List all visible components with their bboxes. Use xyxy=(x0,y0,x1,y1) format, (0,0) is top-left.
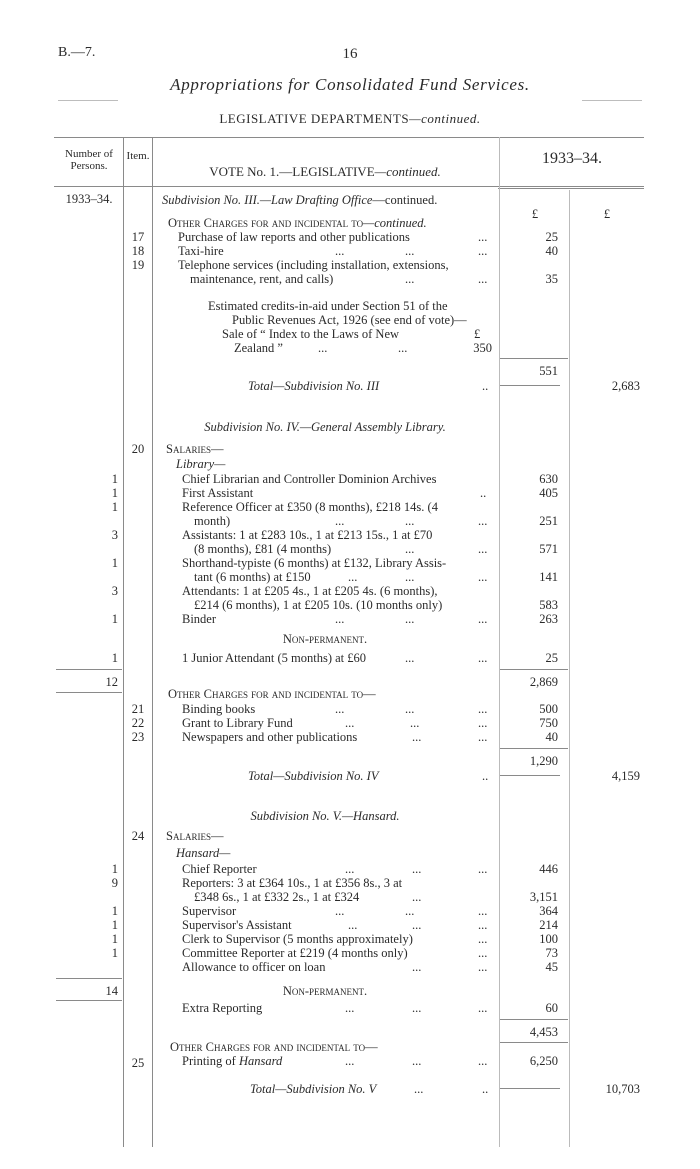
amount-value: 446 xyxy=(539,862,558,876)
leader-dots: ... xyxy=(412,890,422,904)
persons-count: 3 xyxy=(111,528,118,542)
persons-count: 9 xyxy=(111,876,118,890)
leader-dots: ... xyxy=(410,716,420,730)
subdivision-3-total: 2,683 xyxy=(611,379,640,393)
line-item-label: maintenance, rent, and calls) xyxy=(190,272,334,286)
credits-in-aid-value: 350 xyxy=(473,341,492,355)
rule-left xyxy=(58,100,118,101)
column-header-persons: Number of Persons. xyxy=(65,148,113,172)
vote-heading-continued: —continued. xyxy=(374,164,441,179)
leader-dots: ... xyxy=(478,230,488,244)
item-number: 21 xyxy=(131,702,145,716)
amount-value: 25 xyxy=(545,651,558,665)
amount-value: 251 xyxy=(539,514,558,528)
leader-dots: ... xyxy=(405,612,415,626)
line-item-label: First Assistant xyxy=(182,486,254,500)
leader-dots: ... xyxy=(478,651,488,665)
leader-dots: ... xyxy=(412,1054,422,1068)
total-rule xyxy=(500,775,560,776)
subdivision-5-total-label: Total—Subdivision No. V xyxy=(250,1082,377,1096)
leader-dots: ... xyxy=(478,946,488,960)
library-subheading: Library— xyxy=(176,457,226,471)
leader-dots: ... xyxy=(412,730,422,744)
page-title: Appropriations for Consolidated Fund Services. xyxy=(170,75,530,94)
leader-dots: ... xyxy=(405,904,415,918)
leader-dots: ... xyxy=(335,244,345,258)
line-item-label: Newspapers and other publications xyxy=(182,730,358,744)
sum-rule xyxy=(56,1000,122,1001)
line-item-label: Purchase of law reports and other publications xyxy=(178,230,410,244)
leader-dots: ... xyxy=(345,1054,355,1068)
leader-dots: ... xyxy=(335,612,345,626)
section-heading xyxy=(150,111,550,127)
line-item-label: Clerk to Supervisor (5 months approximately) xyxy=(182,932,413,946)
sub3-other-charges-label: Other Charges for and incidental to xyxy=(168,216,364,230)
other-charges-total: 1,290 xyxy=(529,754,558,768)
persons-count: 1 xyxy=(111,651,118,665)
line-item-label: (8 months), £81 (4 months) xyxy=(194,542,332,556)
leader-dots: ... xyxy=(335,702,345,716)
leader-dots: ... xyxy=(478,862,488,876)
column-header-item: Item. xyxy=(126,150,150,162)
leader-dots: ... xyxy=(478,272,488,286)
amount-value: 40 xyxy=(545,730,558,744)
persons-count: 1 xyxy=(111,946,118,960)
persons-count: 1 xyxy=(111,904,118,918)
total-rule xyxy=(500,385,560,386)
persons-count: 1 xyxy=(111,862,118,876)
line-item-label: Taxi-hire xyxy=(178,244,224,258)
leader-dots: .. xyxy=(482,379,489,393)
leader-dots: ... xyxy=(478,1001,488,1015)
line-item-label: Reference Officer at £350 (8 months), £218 14s. (4 xyxy=(182,500,438,514)
amount-value: 571 xyxy=(539,542,558,556)
leader-dots: ... xyxy=(478,1054,488,1068)
leader-dots: ... xyxy=(405,570,415,584)
persons-count: 1 xyxy=(111,612,118,626)
leader-dots: ... xyxy=(478,960,488,974)
sub3-other-charges-continued: —continued. xyxy=(363,216,427,230)
line-item-label: Binding books xyxy=(182,702,256,716)
amount-value: 45 xyxy=(545,960,558,974)
item-number: 25 xyxy=(131,1056,145,1070)
leader-dots: ... xyxy=(478,730,488,744)
subdivision-5-heading: Subdivision No. V.—Hansard. xyxy=(250,809,400,823)
amount-value: 73 xyxy=(545,946,558,960)
non-permanent-heading: Non-permanent. xyxy=(282,984,368,998)
amount-value: 263 xyxy=(539,612,558,626)
amount-value: 40 xyxy=(545,244,558,258)
leader-dots: ... xyxy=(318,341,328,355)
salaries-total: 4,453 xyxy=(529,1025,558,1039)
salaries-total: 2,869 xyxy=(529,675,558,689)
subdivision-4-heading: Subdivision No. IV.—General Assembly Library. xyxy=(204,420,446,434)
line-item-label: Committee Reporter at £219 (4 months only) xyxy=(182,946,408,960)
persons-count: 1 xyxy=(111,500,118,514)
leader-dots: ... xyxy=(478,702,488,716)
report-reference: B.—7. xyxy=(58,45,96,60)
line-item-label: Reporters: 3 at £364 10s., 1 at £356 8s., 3 at xyxy=(182,876,403,890)
amount-value: 3,151 xyxy=(529,890,558,904)
amount-value: 500 xyxy=(539,702,558,716)
line-item-label: Supervisor's Assistant xyxy=(182,918,292,932)
credits-in-aid-note: Estimated credits-in-aid under Section 51 of the xyxy=(208,299,448,313)
amount-value: 25 xyxy=(545,230,558,244)
line-item-label: Telephone services (including installation, extensions, xyxy=(178,258,449,272)
leader-dots: ... xyxy=(335,904,345,918)
sub4-other-charges-heading: Other Charges for and incidental to— xyxy=(168,687,376,701)
subdivision-4-total: 4,159 xyxy=(611,769,640,783)
sum-rule xyxy=(500,1019,568,1020)
amount-value: 214 xyxy=(539,918,558,932)
subdivision-3-heading-title: Subdivision No. III.—Law Drafting Office xyxy=(162,193,373,207)
persons-count: 3 xyxy=(111,584,118,598)
leader-dots: .. xyxy=(482,1082,489,1096)
hansard-title: Hansard xyxy=(238,1054,283,1068)
line-item-label: Binder xyxy=(182,612,217,626)
sum-rule xyxy=(500,748,568,749)
salaries-heading: Salaries— xyxy=(166,829,224,843)
vote-heading xyxy=(160,164,490,180)
subdivision-3-total-label: Total—Subdivision No. III xyxy=(248,379,380,393)
amount-value: 6,250 xyxy=(529,1054,558,1068)
leader-dots: ... xyxy=(405,272,415,286)
amount-column-divider xyxy=(499,137,500,1147)
section-heading-main: LEGISLATIVE DEPARTMENTS xyxy=(219,111,410,126)
leader-dots: .. xyxy=(480,486,487,500)
line-item-label: Grant to Library Fund xyxy=(182,716,293,730)
leader-dots: ... xyxy=(405,651,415,665)
leader-dots: ... xyxy=(478,716,488,730)
sum-rule xyxy=(56,692,122,693)
item-number: 20 xyxy=(131,442,145,456)
subdivision-4-total-label: Total—Subdivision No. IV xyxy=(248,769,379,783)
subdivision-3-heading xyxy=(162,193,437,207)
column-header-pound-1: £ xyxy=(531,207,539,221)
item-number: 23 xyxy=(131,730,145,744)
amount-value: 141 xyxy=(539,570,558,584)
money-header-rule xyxy=(498,188,644,189)
line-item-label: Extra Reporting xyxy=(182,1001,263,1015)
item-column-divider xyxy=(152,137,153,1147)
line-item-label: 1 Junior Attendant (5 months) at £60 xyxy=(182,651,367,665)
subtotal-value: 551 xyxy=(539,364,558,378)
line-item-label: £348 6s., 1 at £332 2s., 1 at £324 xyxy=(194,890,360,904)
line-item-label: Shorthand-typiste (6 months) at £132, Library Assis- xyxy=(182,556,447,570)
line-item-label: month) xyxy=(194,514,231,528)
non-permanent-heading: Non-permanent. xyxy=(282,632,368,646)
amount-value: 750 xyxy=(539,716,558,730)
line-item-label: Chief Librarian and Controller Dominion Archives xyxy=(182,472,437,486)
leader-dots: ... xyxy=(405,514,415,528)
leader-dots: ... xyxy=(478,542,488,556)
credits-in-aid-currency: £ xyxy=(474,327,481,341)
amount-inner-divider xyxy=(569,190,570,1147)
line-item-label: Allowance to officer on loan xyxy=(182,960,326,974)
leader-dots: ... xyxy=(405,702,415,716)
leader-dots: ... xyxy=(478,932,488,946)
leader-dots: ... xyxy=(405,244,415,258)
printing-label: Printing of xyxy=(182,1054,239,1068)
sub3-other-charges-heading xyxy=(168,216,427,230)
credits-in-aid-note: Zealand ” xyxy=(234,341,283,355)
sum-rule xyxy=(56,978,122,979)
leader-dots: .. xyxy=(482,769,489,783)
persons-column-divider xyxy=(123,137,124,1147)
credits-in-aid-note: Public Revenues Act, 1926 (see end of vote)— xyxy=(232,313,467,327)
line-item-label: £214 (6 months), 1 at £205 10s. (10 months only) xyxy=(194,598,443,612)
total-rule xyxy=(500,1088,560,1089)
amount-value: 405 xyxy=(539,486,558,500)
persons-total: 14 xyxy=(105,984,118,998)
amount-value: 364 xyxy=(539,904,558,918)
column-header-pound-2: £ xyxy=(603,207,611,221)
amount-value: 35 xyxy=(545,272,558,286)
leader-dots: ... xyxy=(345,1001,355,1015)
leader-dots: ... xyxy=(478,514,488,528)
line-item-label: Attendants: 1 at £205 4s., 1 at £205 4s. (6 months), xyxy=(182,584,438,598)
line-item-label: Supervisor xyxy=(182,904,237,918)
subdivision-5-total: 10,703 xyxy=(605,1082,640,1096)
item-number: 24 xyxy=(131,829,145,843)
line-item-label: Chief Reporter xyxy=(182,862,257,876)
item-number: 22 xyxy=(131,716,145,730)
page-number: 16 xyxy=(342,46,358,62)
amount-value: 630 xyxy=(539,472,558,486)
leader-dots: ... xyxy=(405,542,415,556)
persons-count: 1 xyxy=(111,556,118,570)
persons-count: 1 xyxy=(111,472,118,486)
persons-count: 1 xyxy=(111,918,118,932)
persons-year-label: 1933–34. xyxy=(65,192,113,206)
item-number: 19 xyxy=(131,258,145,272)
table-top-rule xyxy=(54,137,644,138)
sum-rule xyxy=(500,358,568,359)
leader-dots: ... xyxy=(348,570,358,584)
leader-dots: ... xyxy=(335,514,345,528)
amount-value: 60 xyxy=(545,1001,558,1015)
persons-count: 1 xyxy=(111,932,118,946)
persons-total: 12 xyxy=(105,675,118,689)
leader-dots: ... xyxy=(478,570,488,584)
sum-rule xyxy=(500,1042,568,1043)
leader-dots: ... xyxy=(345,862,355,876)
persons-count: 1 xyxy=(111,486,118,500)
vote-heading-main: VOTE No. 1.—LEGISLATIVE xyxy=(209,164,375,179)
item-number: 17 xyxy=(131,230,145,244)
leader-dots: ... xyxy=(412,1001,422,1015)
sub5-other-charges-heading: Other Charges for and incidental to— xyxy=(170,1040,378,1054)
leader-dots: ... xyxy=(412,918,422,932)
sum-rule xyxy=(500,669,568,670)
hansard-subheading: Hansard— xyxy=(176,846,231,860)
section-heading-continued: —continued. xyxy=(409,111,481,126)
leader-dots: ... xyxy=(412,960,422,974)
leader-dots: ... xyxy=(348,918,358,932)
table-header-rule xyxy=(54,186,644,187)
rule-right xyxy=(582,100,642,101)
amount-value: 100 xyxy=(539,932,558,946)
leader-dots: ... xyxy=(478,612,488,626)
line-item-label: Assistants: 1 at £283 10s., 1 at £213 15s., 1 at £70 xyxy=(182,528,433,542)
credits-in-aid-note: Sale of “ Index to the Laws of New xyxy=(222,327,400,341)
item-number: 18 xyxy=(131,244,145,258)
amount-value: 583 xyxy=(539,598,558,612)
line-item-label xyxy=(182,1054,282,1068)
leader-dots: ... xyxy=(398,341,408,355)
subdivision-3-heading-continued: —continued. xyxy=(372,193,438,207)
sum-rule xyxy=(56,669,122,670)
leader-dots: ... xyxy=(412,862,422,876)
column-header-year: 1933–34. xyxy=(542,150,602,167)
line-item-label: tant (6 months) at £150 xyxy=(194,570,311,584)
leader-dots: ... xyxy=(478,244,488,258)
leader-dots: ... xyxy=(478,904,488,918)
leader-dots: ... xyxy=(345,716,355,730)
salaries-heading: Salaries— xyxy=(166,442,224,456)
leader-dots: ... xyxy=(414,1082,424,1096)
leader-dots: ... xyxy=(478,918,488,932)
